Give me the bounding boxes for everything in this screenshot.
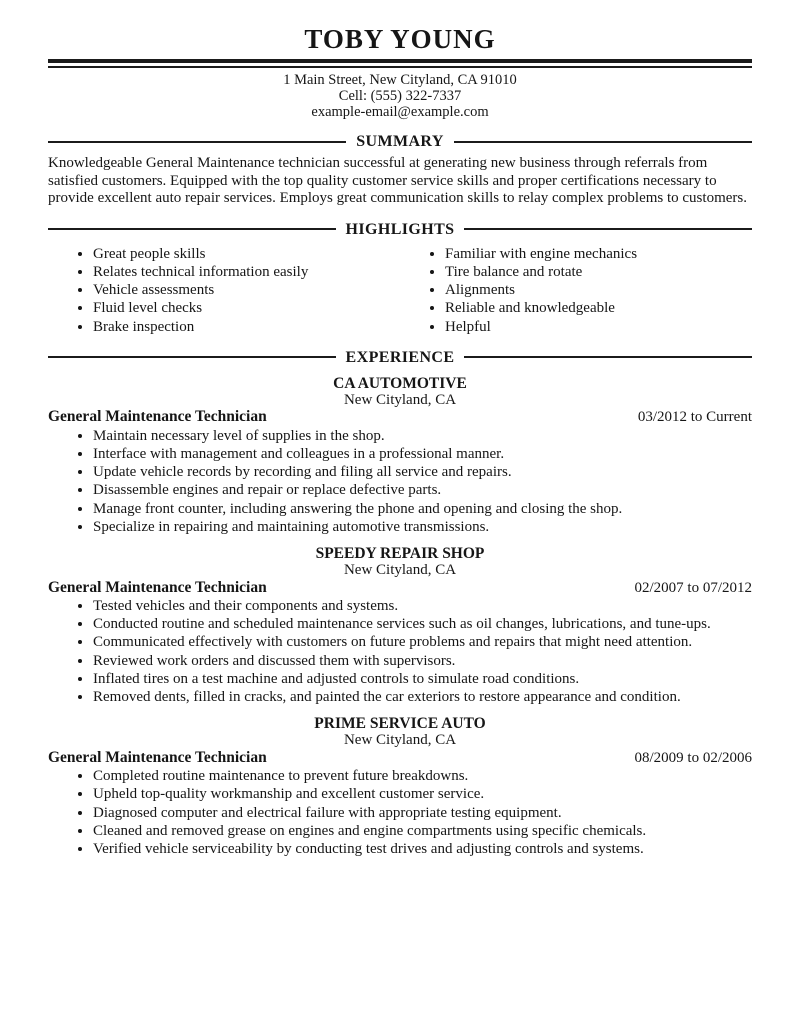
job-title: General Maintenance Technician xyxy=(48,408,267,426)
highlights-title: HIGHLIGHTS xyxy=(345,220,455,238)
company-location: New Cityland, CA xyxy=(343,391,457,408)
highlight-item: • Alignments xyxy=(445,281,752,299)
experience-section-heading xyxy=(48,349,752,366)
highlight-item: • Helpful xyxy=(445,318,752,336)
company-location: New Cityland, CA xyxy=(343,732,457,749)
highlight-item: • Relates technical information easily xyxy=(93,263,400,281)
experience-job xyxy=(48,715,752,858)
candidate-name: TOBY YOUNG xyxy=(304,24,496,54)
job-title: General Maintenance Technician xyxy=(48,578,267,596)
heading-rule-left xyxy=(48,228,336,230)
job-duty: • Completed routine maintenance to prevent future breakdowns. xyxy=(93,767,752,785)
job-duty: • Disassemble engines and repair or replace defective parts. xyxy=(93,481,752,499)
experience-job xyxy=(48,375,752,536)
job-duty: • Update vehicle records by recording and filing all service and repairs. xyxy=(93,463,752,481)
job-duty: • Maintain necessary level of supplies in the shop. xyxy=(93,427,752,445)
highlight-item: • Fluid level checks xyxy=(93,299,400,317)
highlight-item: • Tire balance and rotate xyxy=(445,263,752,281)
job-title: General Maintenance Technician xyxy=(48,748,267,766)
highlights-columns xyxy=(48,245,752,336)
contact-address: 1 Main Street, New Cityland, CA 91010 xyxy=(283,72,517,88)
contact-phone: Cell: (555) 322-7337 xyxy=(338,88,462,104)
header-double-rule xyxy=(48,59,752,68)
job-title-row xyxy=(48,579,752,598)
company-name: PRIME SERVICE AUTO xyxy=(314,715,486,733)
job-duty: • Diagnosed computer and electrical failure with appropriate testing equipment. xyxy=(93,804,752,822)
job-dates: 03/2012 to Current xyxy=(637,409,752,426)
job-title-row xyxy=(48,749,752,768)
highlight-item: • Great people skills xyxy=(93,245,400,263)
heading-rule-right xyxy=(454,141,752,143)
company-name: CA AUTOMOTIVE xyxy=(333,374,467,392)
heading-rule-right xyxy=(464,228,752,230)
job-duty: • Specialize in repairing and maintaining automotive transmissions. xyxy=(93,518,752,536)
highlights-section-heading xyxy=(48,221,752,238)
heading-rule-left xyxy=(48,141,346,143)
job-dates: 02/2007 to 07/2012 xyxy=(634,579,752,596)
summary-title: SUMMARY xyxy=(356,133,444,150)
contact-email: example-email@example.com xyxy=(311,104,489,120)
job-duty: • Interface with management and colleagues in a professional manner. xyxy=(93,445,752,463)
contact-block xyxy=(48,72,752,120)
job-duty-list xyxy=(48,767,752,858)
job-duty: • Manage front counter, including answering the phone and opening and closing the shop. xyxy=(93,500,752,518)
job-duty-list xyxy=(48,597,752,706)
heading-rule-left xyxy=(48,356,336,358)
job-duty: • Communicated effectively with customers on future problems and repairs that might need attention. xyxy=(93,633,752,651)
highlight-item: • Reliable and knowledgeable xyxy=(445,299,752,317)
job-duty-list xyxy=(48,427,752,536)
highlight-item: • Brake inspection xyxy=(93,318,400,336)
job-duty: • Reviewed work orders and discussed them with supervisors. xyxy=(93,652,752,670)
job-duty: • Cleaned and removed grease on engines and engine compartments using specific chemicals. xyxy=(93,822,752,840)
experience-job xyxy=(48,545,752,706)
job-duty: • Upheld top-quality workmanship and excellent customer service. xyxy=(93,785,752,803)
job-duty: • Removed dents, filled in cracks, and painted the car exteriors to restore appearance and condition. xyxy=(93,688,752,706)
job-duty: • Verified vehicle serviceability by conducting test drives and adjusting controls and systems. xyxy=(93,840,752,858)
company-name: SPEEDY REPAIR SHOP xyxy=(315,545,485,563)
summary-section-heading xyxy=(48,133,752,150)
highlights-left-list xyxy=(48,245,400,336)
job-duty: • Inflated tires on a test machine and adjusted controls to simulate road conditions. xyxy=(93,670,752,688)
highlight-item: • Familiar with engine mechanics xyxy=(445,245,752,263)
job-dates: 08/2009 to 02/2006 xyxy=(634,749,752,766)
heading-rule-right xyxy=(464,356,752,358)
job-duty: • Conducted routine and scheduled maintenance services such as oil changes, lubrications, and tune-ups. xyxy=(93,615,752,633)
company-location: New Cityland, CA xyxy=(343,562,457,579)
highlights-right-list xyxy=(400,245,752,336)
highlight-item: • Vehicle assessments xyxy=(93,281,400,299)
job-duty: • Tested vehicles and their components and systems. xyxy=(93,597,752,615)
summary-paragraph: Knowledgeable General Maintenance technician successful at generating new business through referrals from satisfied customers. Equipped with the top quality customer service skills and proper certifications necessary to provide excellent auto repair services. Employs great communication skills to relay complex problems to customers. xyxy=(48,155,747,207)
experience-title: EXPERIENCE xyxy=(345,348,455,366)
job-title-row xyxy=(48,408,752,427)
